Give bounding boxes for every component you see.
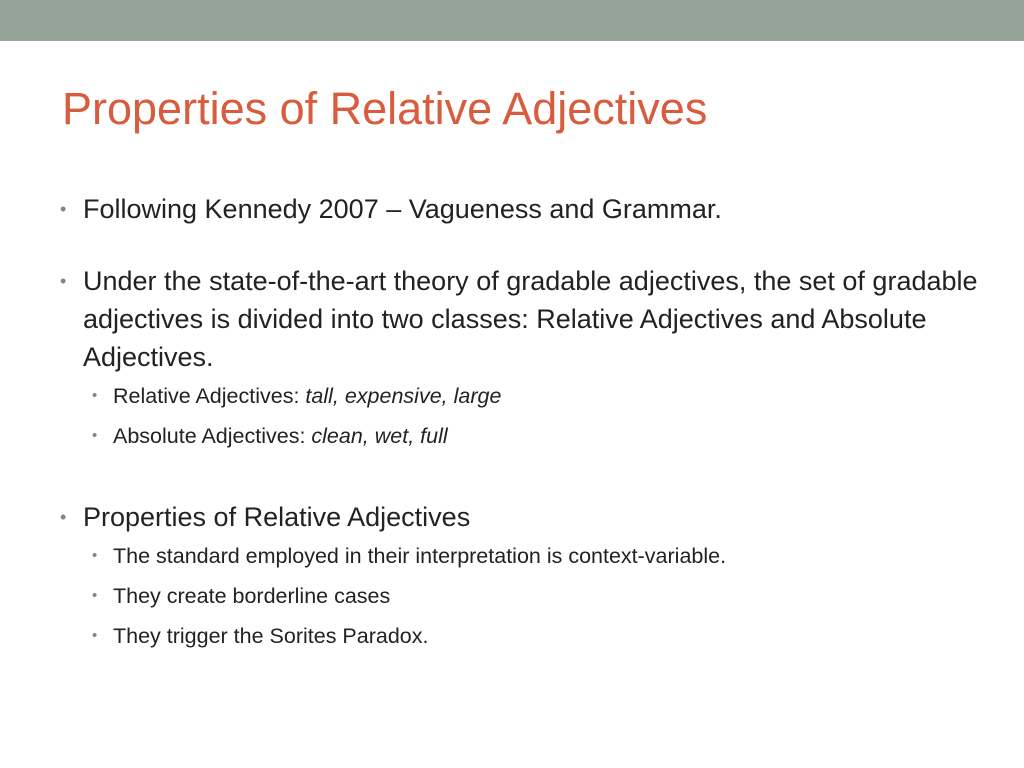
slide-title: Properties of Relative Adjectives <box>62 83 708 134</box>
bullet-item <box>60 190 990 228</box>
sub-bullet-label: Absolute Adjectives: <box>113 424 312 448</box>
bullet-item <box>60 262 990 376</box>
sub-bullet-item <box>92 616 990 656</box>
sub-bullet-item <box>92 376 990 416</box>
sub-bullet-label: Relative Adjectives: <box>113 384 306 408</box>
bullet-dot-icon: • <box>92 547 98 564</box>
bullet-dot-icon: • <box>92 587 98 604</box>
sub-bullet-item <box>92 576 990 616</box>
sub-bullet-item <box>92 416 990 456</box>
bullet-text: Following Kennedy 2007 – Vagueness and Grammar. <box>83 194 722 224</box>
bullet-dot-icon: • <box>92 427 98 444</box>
bullet-dot-icon: • <box>60 271 67 291</box>
bullet-text: Under the state-of-the-art theory of gradable adjectives, the set of gradable adjectives is divided into two classes: Relative Adjectives and Absolute Adjectives. <box>83 266 978 372</box>
sub-bullet-text: They create borderline cases <box>113 584 391 608</box>
sub-bullet-examples: tall, expensive, large <box>305 384 502 408</box>
bullet-dot-icon: • <box>92 387 98 404</box>
bullet-dot-icon: • <box>60 507 67 527</box>
sub-bullet-examples: clean, wet, full <box>311 424 448 448</box>
bullet-item <box>60 498 990 536</box>
sub-bullet-text: The standard employed in their interpretation is context-variable. <box>113 544 727 568</box>
bullet-text: Properties of Relative Adjectives <box>83 502 471 532</box>
sub-bullet-item <box>92 536 990 576</box>
header-bar <box>0 0 1024 41</box>
sub-bullet-text: They trigger the Sorites Paradox. <box>113 624 429 648</box>
slide-content <box>60 190 990 656</box>
bullet-dot-icon: • <box>60 199 67 219</box>
bullet-dot-icon: • <box>92 627 98 644</box>
